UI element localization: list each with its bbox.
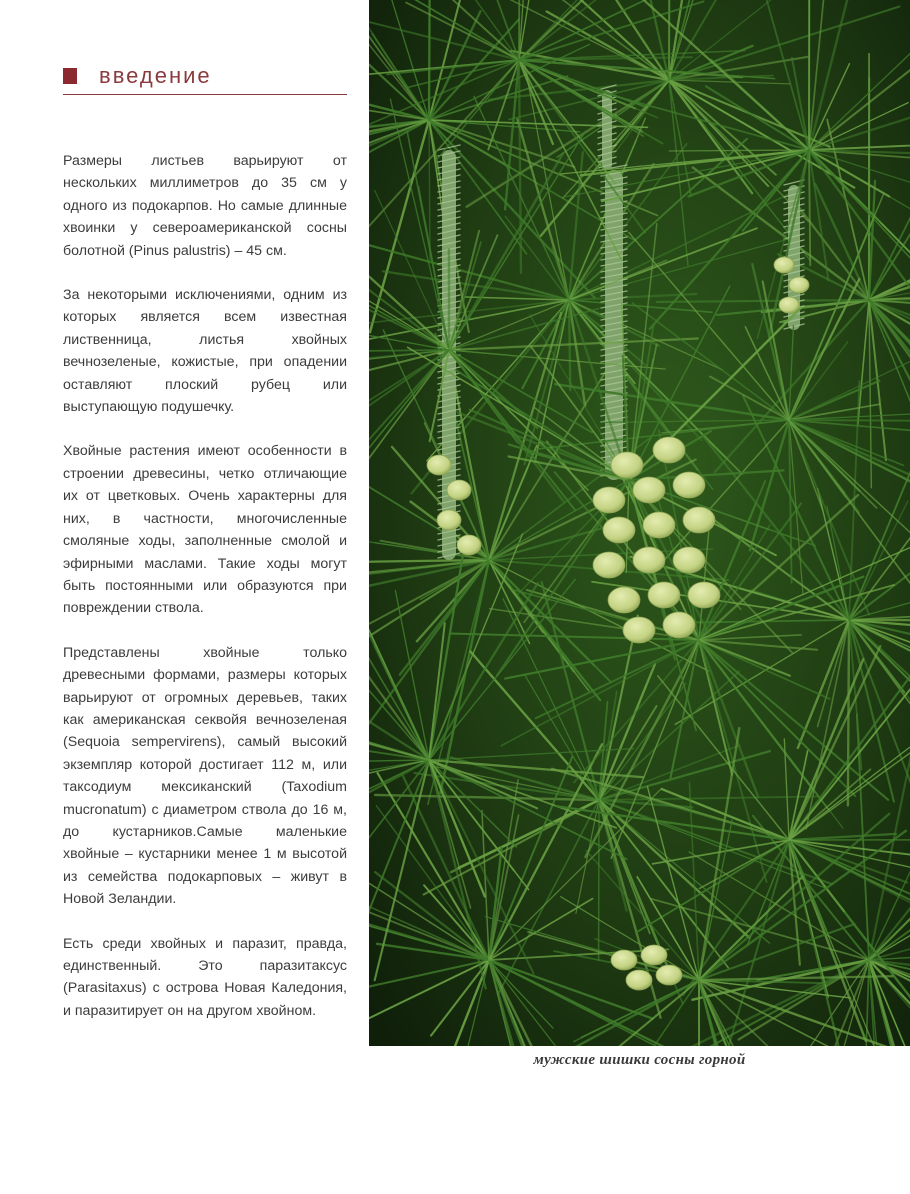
pollen-cone [611, 452, 643, 478]
pollen-cone [774, 257, 794, 273]
pine-needle [429, 0, 430, 120]
pollen-cone [673, 547, 705, 573]
pine-illustration [369, 0, 910, 1046]
pollen-cone [789, 277, 809, 293]
pine-needle [789, 420, 910, 421]
pollen-cone [626, 970, 652, 990]
pollen-cone [663, 612, 695, 638]
pollen-cone [593, 552, 625, 578]
pollen-cone [603, 517, 635, 543]
pollen-cone [633, 477, 665, 503]
section-marker [63, 68, 77, 84]
pollen-cone [643, 512, 675, 538]
pine-needle [809, 150, 810, 265]
body-text [63, 150, 347, 1044]
pollen-cone [611, 950, 637, 970]
pollen-cone [633, 547, 665, 573]
pollen-cone [457, 535, 481, 555]
pollen-cone [437, 510, 461, 530]
paragraph-2: За некоторыми исключениями, одним из которых является всем известная лиственница, листья хвойных вечнозеленые, кожистые, при опадении оставляют плоский рубец или выступающую подушечку. [63, 287, 347, 416]
paragraph-1: Размеры листьев варьируют от нескольких миллиметров до 35 см у одного из подокарпов. Но самые длинные хвоинки у североамериканской сосны болотной (Pinus palustris) – 45 см. [63, 153, 347, 259]
pollen-cone [653, 437, 685, 463]
pollen-cone [447, 480, 471, 500]
section-title: введение [99, 63, 212, 88]
pollen-cone [641, 945, 667, 965]
pollen-cone [648, 582, 680, 608]
pollen-cone [608, 587, 640, 613]
pollen-cone [779, 297, 799, 313]
pollen-cone [656, 965, 682, 985]
paragraph-4: Представлены хвойные только древесными формами, размеры которых варьируют от огромных деревьев, таких как американская секвойя вечнозеленая (Sequoia sempervirens), самый высокий экземпляр которой достигает 112 м, или таксодиум мексиканский (Taxodium mucronatum) с диаметром ствола до 16 м, до кустарников.Самые маленькие хвойные – кустарники менее 1 м высотой из семейства подокарповых – живут в Новой Зеландии. [63, 644, 347, 908]
pollen-cone [593, 487, 625, 513]
pollen-cone [623, 617, 655, 643]
pine-photo [369, 0, 910, 1046]
paragraph-5: Есть среди хвойных и паразит, правда, единственный. Это паразитаксус (Parasitaxus) с острова Новая Каледония, и паразитирует он на другом хвойном. [63, 935, 347, 1019]
pollen-cone [683, 507, 715, 533]
pollen-cone [688, 582, 720, 608]
pollen-cone [673, 472, 705, 498]
paragraph-3: Хвойные растения имеют особенности в строении древесины, четко отличающие их от цветковых. Очень характерны для них, в частности, многочисленные смоляные ходы, заполненные смолой и эфирными маслами. Такие ходы могут быть постоянными или образуются при повреждении ствола. [63, 443, 347, 617]
section-header [63, 62, 347, 95]
pollen-cone [427, 455, 451, 475]
photo-caption: мужские шишки сосны горной [533, 1052, 746, 1068]
